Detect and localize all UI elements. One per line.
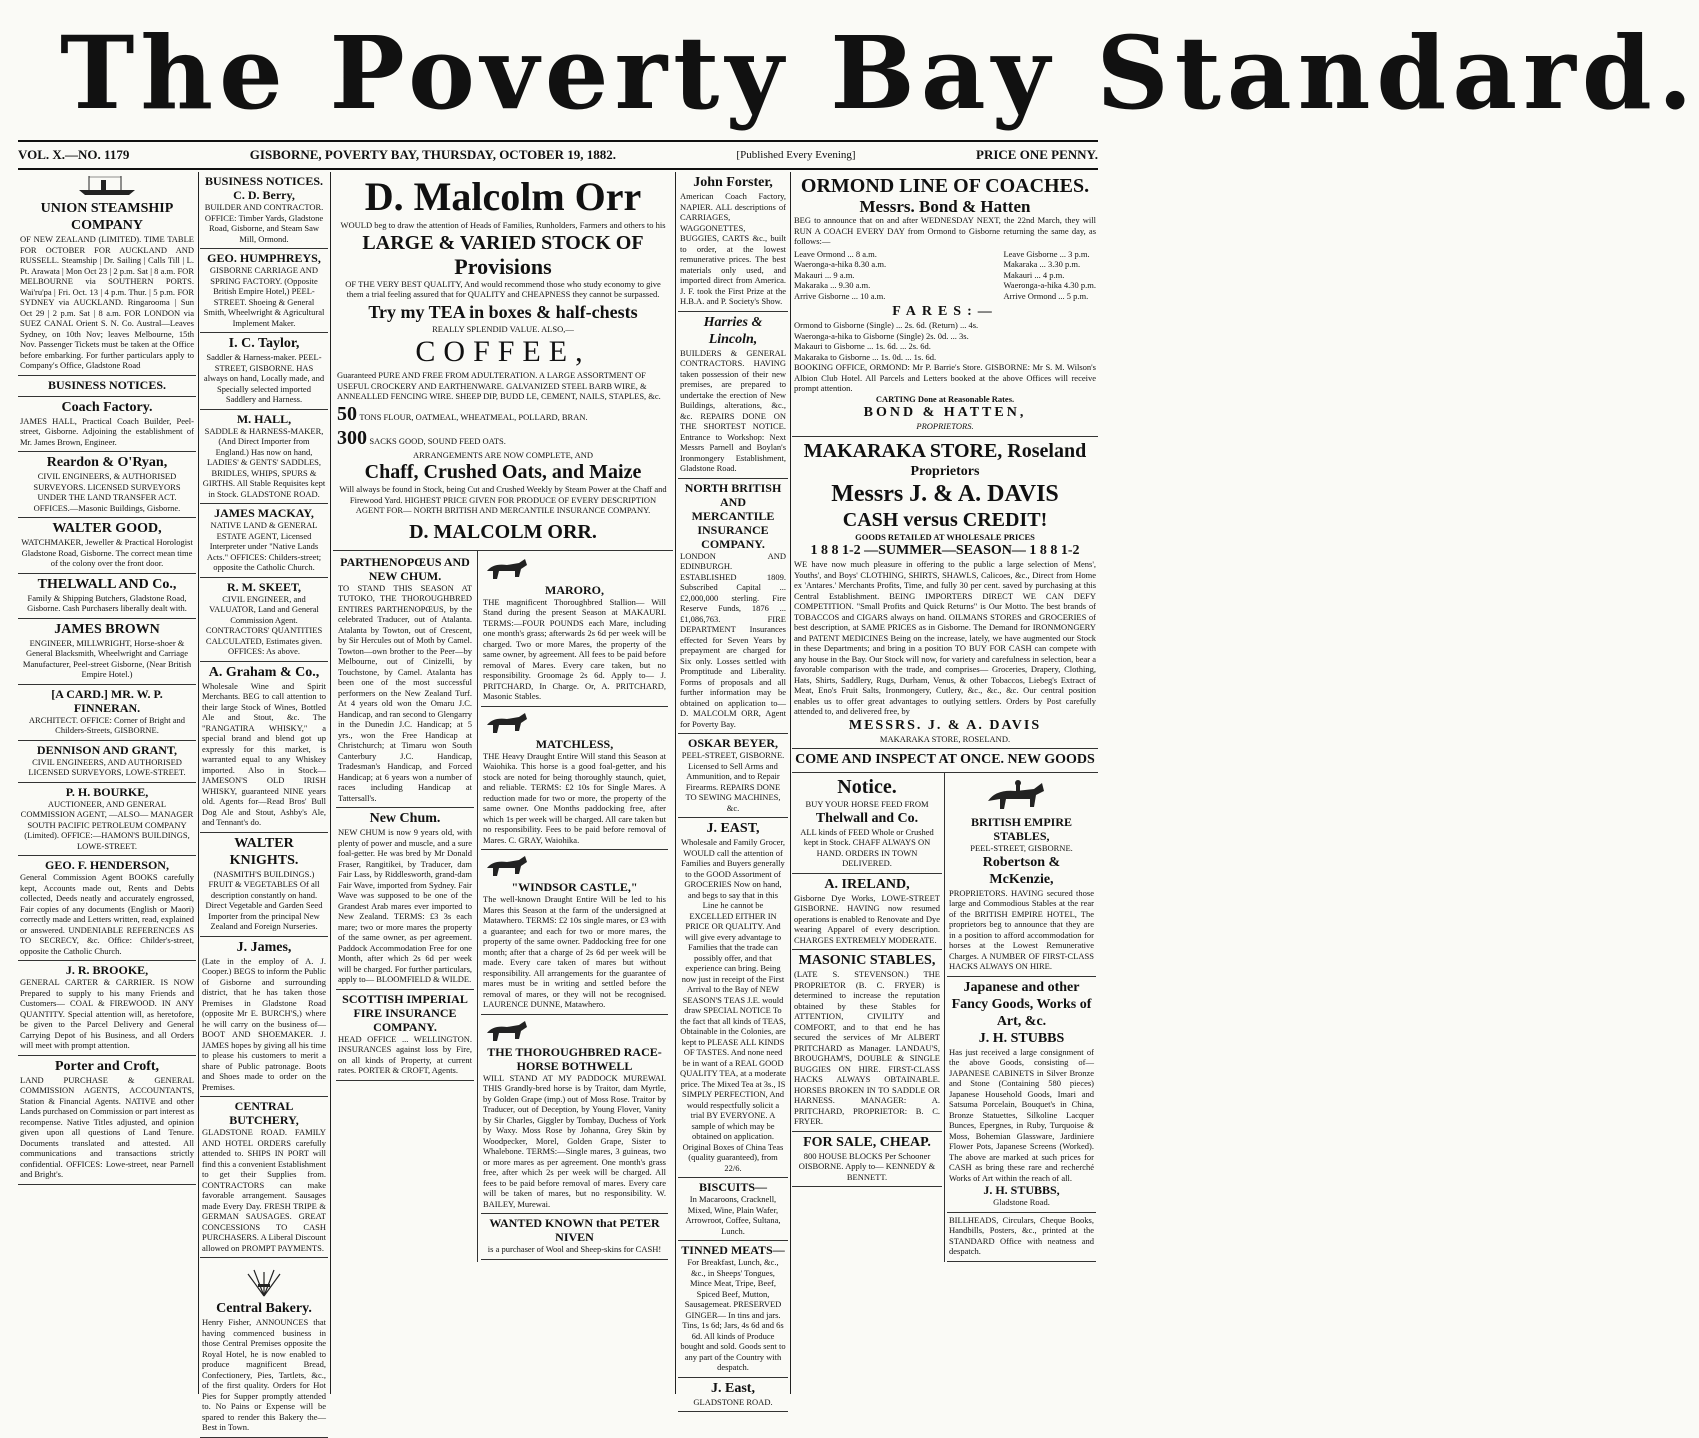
ad-block (18, 856, 196, 961)
ad-heading: Try my TEA in boxes & half-chests (368, 301, 638, 322)
ad-text: Guaranteed PURE AND FREE FROM ADULTERATION. A LARGE ASSORTMENT OF USEFUL CROCKERY AND EARTHENWARE. GALVANIZED STEEL BARB WIRE, & ANNEALLED FENCING WIRE. SHEEP DIP, BUDD LE, CEMENT, NAILS, STAPLES, &c. (337, 370, 661, 401)
ad-text: WILL STAND AT MY PADDOCK MUREWAI. THIS Grandly-bred horse is by Traitor, dam Myrtle, by Golden Grape (imp.) out of Moss Rose. Traitor by Traducer, out of Deception, by Young Flover, Vanity by Sir Charles, Giggler by Tombay, Duchess of York by Waxy. Moss Rose by Johanna, Grey Skin by Woodpecker, Morel, Golden Grape, Sister to Whalebone. TERMS:—Single mares, 3 guineas, two or more mares as per agreement. One month's grass free, after which 2s per week will be charged. All fees to be paid before removal of mares. Every care will be taken of mares, but no responsibility. W. BAILEY, Murewai. (483, 1072, 666, 1209)
ad-heading: 50 (337, 402, 357, 425)
timetable-row: Arrive Gisborne ... 10 a.m. (794, 290, 886, 301)
ad-text: WOULD beg to draw the attention of Heads of Families, Runholders, Farmers and others to his (340, 220, 666, 230)
ad-text: BUILDER AND CONTRACTOR. OFFICE: Timber Yards, Gladstone Road, Gisborne, and Steam Saw Mill, Ormond. (204, 202, 324, 244)
volume-number: VOL. X.—NO. 1179 (18, 147, 130, 162)
column-2 (200, 172, 328, 1432)
column-divider (675, 172, 676, 1394)
malcolm-orr-ad (333, 172, 673, 551)
ad-text: Wholesale and Family Grocer, WOULD call the attention of Families and Buyers generally to the GOOD Assortment of GROCERIES Now on hand, and begs to say that in this Line he cannot be EXCELLED EITHER IN PRICE OR QUALITY. And will give every advantage to Families that the trade can possibly offer, and that experience can bring. Being now just in receipt of the First Arrival to the Bay of NEW SEASON'S TEAS J.E. would draw SPECIAL NOTICE To the fact that all kinds of TEAS, Obtainable in the Colonies, are kept to PLEASE ALL KINDS OF TASTES. And none need be in want of a REAL GOOD QUALITY TEA, at a moderate price. The Mixed Tea at 3s., IS SIMPLY PERFECTION, And would respectfully solicit a trial BY EVERYONE. A sample of which may be obtained on application. Original Boxes of China Teas (quality guaranteed), from 22/6. (680, 837, 786, 1173)
ad-heading: 1 8 8 1-2 —SUMMER—SEASON— 1 8 8 1-2 (810, 543, 1080, 558)
ad-heading: "WINDSOR CASTLE," (511, 880, 638, 894)
ad-heading: J. H. STUBBS, (983, 1183, 1060, 1197)
ad-subheading: Messrs. Bond & Hatten (859, 197, 1031, 216)
ad-heading: R. M. SKEET, (226, 579, 302, 594)
steamship-icon (77, 174, 137, 196)
ad-block (200, 662, 328, 833)
ad-text: (Late in the employ of A. J. Cooper.) BEGS to inform the Public of Gisborne and surrounding district, that he has taken those Premises in Gladstone Road (opposite Mr E. BURCH'S,) where he will carry on the business of— BOOT AND SHOEMAKER. J. JAMES hopes by giving all his time to please his customers to merit a share of Public patronage. Boots and Shoes made to order on the Premises. (202, 955, 326, 1092)
ad-block (792, 950, 942, 1132)
ad-heading: D. Malcolm Orr (364, 174, 642, 219)
ad-block (336, 553, 474, 809)
coach-ad (792, 172, 1098, 437)
ad-text: ALL kinds of FEED Whole or Crushed kept in Stock. CHAFF ALWAYS ON HAND. ORDERS IN TOWN DELIVERED. (800, 826, 934, 868)
ad-text: ARCHITECT. OFFICE: Corner of Bright and Childers-Streets, GISBORNE. (28, 714, 186, 735)
ad-heading: Reardon & O'Ryan, (46, 455, 168, 470)
ad-block (678, 818, 788, 1178)
ad-block (947, 1213, 1096, 1262)
ad-heading: Notice. (837, 776, 897, 798)
ad-text: BUILDERS & GENERAL CONTRACTORS. HAVING taken possession of their new premises, are prepared to undertake the erection of New Buildings, alterations, &c., &c. REPAIRS DONE ON THE SHORTEST NOTICE. Entrance to Workshop: Next Messrs Parnell and Boylan's Ironmongery Establishment, Gladstone Road. (680, 347, 786, 473)
ad-heading: JAMES BROWN (54, 621, 160, 637)
ad-heading: Provisions (454, 253, 552, 279)
ad-heading: J. East, (711, 1380, 755, 1396)
column-1 (18, 172, 196, 1394)
ad-heading: BISCUITS— (698, 1180, 768, 1194)
ad-text: MAKARAKA STORE, ROSELAND. (879, 733, 1011, 744)
published-note: [Published Every Evening] (736, 149, 856, 161)
ad-text: Gladstone Road. (993, 1197, 1050, 1207)
place-date: GISBORNE, POVERTY BAY, THURSDAY, OCTOBER 19, 1882. (249, 147, 616, 162)
ad-text: TONS FLOUR, OATMEAL, WHEATMEAL, POLLARD, BRAN. (359, 411, 588, 422)
ad-text: The well-known Draught Entire Will be led to his Mares this Season at the farm of the undersigned at Matawhero. TERMS: £2 10s single mares, or £3 with a guarantee; and each for two or more mares, the property of the same owner. Paddocking free for one month; after that a charge of 2s 6d per week will be made. Every care taken of mares but without responsibility. All arrangements for the guarantee of mares must be in writing and settled before the removal of mares, or they will not be recognised. LAURENCE DUNNE, Matawhero. (483, 894, 666, 1009)
ad-block (792, 874, 942, 951)
ad-text: (LATE S. STEVENSON.) THE PROPRIETOR (B. C. FRYER) is determined to increase the reputation obtained by these Stables for ATTENTION, CIVILITY and COMFORT, and to that end he has secured the services of Mr ALBERT PRITCHARD as Manager. LANDAU'S, BROUGHAM'S, DOUBLE & SINGLE BUGGIES ON HIRE. FIRST-CLASS HACKS ALWAYS OBTAINABLE. HORSES BROKEN IN TO SADDLE OR HARNESS. MANAGER: A. PRITCHARD, PROPRIETOR: B. C. FRYER. (794, 969, 940, 1126)
ad-heading: Japanese and other Fancy Goods, Works of Art, &c. (951, 979, 1092, 1029)
col6-split (792, 773, 1098, 1262)
ad-block (336, 808, 474, 990)
ad-block (200, 1097, 328, 1258)
ad-heading: John Forster, (693, 175, 773, 190)
masthead-title: The Poverty Bay Standard. (60, 14, 1699, 132)
ad-heading: WALTER KNIGHTS. (229, 835, 299, 868)
timetable-right (1003, 249, 1096, 302)
fares-list (794, 320, 1096, 362)
ad-text: General Commission Agent BOOKS carefully kept, Accounts made out, Rents and Debts collected, Deeds neatly and accurately engrossed, Fair copies of any documents (English or Maori) correctly made and Letters written, read, explained or answered. UNDENIABLE REFERENCES AS TO SECRECY, &c. Office: Childer's-street, opposite the Catholic Church. (20, 872, 194, 956)
ad-text: PROPRIETORS. (916, 421, 974, 431)
ad-heading: WANTED KNOWN that PETER NIVEN (489, 1216, 660, 1244)
ad-block (200, 937, 328, 1098)
horse-icon (483, 711, 531, 735)
ad-block (200, 172, 328, 249)
ad-heading: Coach Factory. (61, 399, 153, 415)
timetable-row: Leave Ormond ... 8 a.m. (794, 248, 877, 259)
ad-text: CIVIL ENGINEERS, & AUTHORISED SURVEYORS. LICENSED SURVEYORS UNDER THE LAND TRANSFER ACT. OFFICES.—Masonic Buildings, Gisborne. (33, 471, 181, 513)
timetable-row: Makauri ... 9 a.m. (794, 269, 855, 280)
ad-block (678, 1241, 788, 1378)
ad-block (18, 198, 196, 376)
ad-block (200, 249, 328, 333)
ad-block (481, 1214, 668, 1260)
ad-text: OF THE VERY BEST QUALITY, And would recommend those who study economy to give them a trial feeling assured that for QUALITY and CHEAPNESS they cannot be surpassed. (345, 278, 661, 299)
ad-block (200, 504, 328, 578)
ad-text: American Coach Factory, NAPIER. ALL descriptions of CARRIAGES, WAGGONETTES, BUGGIES, CARTS &c., built to order, at the lowest remunerative prices. The best materials only used, and imported direct from America. J. F. took the First Prize at the H.B.A. and P. Society's Show. (680, 191, 786, 306)
ad-block (18, 685, 196, 741)
ad-text: Gisborne Dye Works, LOWE-STREET GISBORNE. HAVING now resumed operations is enabled to Renovate and Dye wearing Apparel of every description. CHARGES EXTREMELY MODERATE. (794, 892, 940, 945)
timetable-row: Waeronga-a-hika 4.30 p.m. (1003, 280, 1096, 290)
fare-row: Ormond to Gisborne (Single) ... 2s. 6d. (Return) ... 4s. (794, 320, 979, 330)
ad-block (200, 1258, 328, 1438)
ad-text: CIVIL ENGINEER, and VALUATOR, Land and General Commission Agent. CONTRACTORS' QUANTITIES CALCULATED, Estimates given. OFFICES: As above. (205, 593, 323, 656)
timetable-row: Arrive Ormond ... 5 p.m. (1003, 290, 1089, 301)
ad-heading: 300 (337, 426, 367, 449)
ad-text: GOODS RETAILED AT WHOLESALE PRICES (855, 531, 1035, 542)
ad-block (947, 773, 1096, 977)
ad-block (481, 1015, 668, 1215)
ad-heading: MARORO, (545, 582, 604, 597)
ad-heading: J. James, (236, 939, 292, 955)
timetable-row: Makauri ... 4 p.m. (1003, 269, 1065, 280)
ad-block (678, 312, 788, 479)
ad-heading: J. R. BROOKE, (65, 963, 149, 977)
ad-block (18, 783, 196, 857)
ad-heading: Messrs J. & A. DAVIS (831, 480, 1059, 507)
price: PRICE ONE PENNY. (976, 147, 1098, 162)
ad-block (18, 1056, 196, 1185)
ad-text: 800 HOUSE BLOCKS Per Schooner OISBORNE. Apply to— KENNEDY & BENNETT. (798, 1150, 936, 1182)
fare-row: Makauri to Gisborne ... 1s. 6d. ... 2s. 6d. (794, 341, 931, 351)
col6-left (792, 773, 945, 1262)
timetable-row: Leave Gisborne ... 3 p.m. (1003, 248, 1090, 259)
ad-text: WE have now much pleasure in offering to the public a large selection of Mens', Youths', and Boys' CLOTHING, SHIRTS, SHAWLS, Calicoes, &c., Direct from Home ex 'Antares.' Merchants Profits, Time, and fully 30 per cent. saved by purchasing at this Central Establishment. BEING IMPORTERS DIRECT WE CAN DEFY COMPETITION. "Small Profits and Quick Returns" is Our Motto. The best brands of TOBACCOS and CIGARS always on hand. OILMANS STORES and GROCERIES of best description, at SAME PRICES as in Gisborne. The Demand for IRONMONGERY and PATENT MEDICINES Being on the increase, lately, we have augmented our Stock in these Departments; and bring in a position TO BUY FOR CASH can compete with any house in the Bay. Our Stock will now, for variety and carefulness in selection, bear a favorable comparison with the trade, and comprises— Groceries, Drapery, Clothing, Hats, Shirts, Saddlery, Rugs, Durham, Venus, & other Tobaccos, Liebeg's Extract of Meat, Eno's Fruit Salts, Ironmongery, Cutlery, &c., &c., &c. Our central position enables us to offer great advantages to outlying settlers. Orders by Post carefully attended to, and delivered free, by (794, 559, 1096, 716)
ad-text: ENGINEER, MILLWRIGHT, Horse-shoer & General Blacksmith, Wheelwright and Carriage Manufacturer, Peel-street Gisborne, (Near British Empire Hotel.) (22, 637, 192, 679)
ad-text: GLADSTONE ROAD. (693, 1396, 773, 1407)
ad-heading: D. MALCOLM ORR. (409, 520, 597, 543)
come-inspect (792, 749, 1098, 773)
ad-heading: Central Bakery. (216, 1301, 312, 1316)
timetable-row: Waeronga-a-hika 8.30 a.m. (794, 259, 887, 269)
ad-heading: Porter and Croft, (54, 1058, 160, 1074)
ad-text: REALLY SPLENDID VALUE. ALSO,— (432, 323, 574, 334)
ad-heading: GEO. F. HENDERSON, (45, 858, 169, 872)
ad-heading: A. Graham & Co., (208, 664, 320, 680)
masthead-rule-top (18, 140, 1098, 142)
ad-text: BOOKING OFFICE, ORMOND: Mr P. Barrie's Store. GISBORNE: Mr S. M. Wilson's Albion Club Hotel. All Parcels and Letters booked at the above Offices will receive prompt attention. (794, 362, 1096, 393)
horse-ads-right (478, 551, 671, 1262)
ad-block (481, 850, 668, 1015)
column-divider (330, 172, 331, 1394)
ad-heading: JAMES MACKAY, (214, 506, 314, 520)
ad-heading: COME AND INSPECT AT ONCE. NEW GOODS (795, 752, 1095, 767)
timetable-row: Makaraka ... 3.30 p.m. (1003, 259, 1081, 269)
ad-heading: MAKARAKA STORE, Roseland (803, 439, 1087, 462)
ad-text: LAND PURCHASE & GENERAL COMMISSION AGENTS, ACCOUNTANTS, Station & Financial Agents. NATIVE and other Lands purchased on Commission or part interest as recompense. Native Titles adjusted, and opinion given upon all questions of Land Tenure. Documents translated and attested. All communications and transactions strictly confidential. OFFICES: Lowe-street, near Parnell and Bright's. (20, 1074, 194, 1179)
col6-right (945, 773, 1096, 1262)
column-divider (198, 172, 199, 1394)
ad-text: is a purchaser of Wool and Sheep-skins for CASH! (487, 1244, 662, 1254)
ad-heading: M. HALL, (236, 411, 292, 426)
ad-text: Has just received a large consignment of the above Goods, consisting of— JAPANESE CABINETS in Silver Bronze and Stone (Containing 580 pieces) Japanese Household Goods, Imari and Satsuma Porcelain, Bouquet's in China, Bronze Statuettes, Silkoline Lacquer Bunces, Epergnes, in Ruby, Turquoise & Moss, Bohemian Glassware, Jardiniere Flower Pots, Japanese Screens (Worked). The above are marked at such prices for CASH as bring these rare and recherché Works of Art within the reach of all. (949, 1046, 1094, 1183)
ad-block (200, 333, 328, 410)
ad-block (18, 741, 196, 783)
timetable-left (794, 249, 886, 302)
ad-heading: TINNED MEATS— (681, 1243, 785, 1257)
ad-subheading: Proprietors (910, 463, 980, 479)
ad-heading: BUSINESS NOTICES. C. D. Berry, (204, 174, 324, 202)
ad-heading: BRITISH EMPIRE STABLES, (970, 815, 1073, 843)
ad-heading: New Chum. (369, 811, 441, 826)
ad-block (678, 734, 788, 818)
horse-ads-left (333, 551, 478, 1262)
ad-heading: CASH versus CREDIT! (842, 508, 1048, 531)
ad-text: CARTING Done at Reasonable Rates. (875, 393, 1015, 404)
column-5 (678, 172, 788, 1407)
column-6 (792, 172, 1098, 1394)
ad-text: PROPRIETORS. HAVING secured those large and Commodious Stables at the rear of the BRITISH EMPIRE HOTEL, The proprietors beg to announce that they are in a position to afford accommodation for horses at the Lowest Remunerative Charges. A NUMBER OF FIRST-CLASS HACKS ALWAYS ON HIRE. (949, 887, 1094, 971)
ad-block (18, 518, 196, 574)
ad-heading: LARGE & VARIED STOCK OF (362, 231, 644, 254)
horse-and-rider-icon (982, 777, 1062, 813)
fare-row: Makaraka to Gisborne ... 1s. 0d. ... 1s. 6d. (794, 351, 937, 362)
ad-heading: GEO. HUMPHREYS, (207, 251, 321, 265)
ad-text: OF NEW ZEALAND (LIMITED). TIME TABLE FOR OCTOBER FOR AUCKLAND AND RUSSELL. Steamship | Dr. Sailing | Calls Till | L. Pt. Arawata | Mon Oct 23 | 2 p.m. Sat | 8 a.m. FOR MELBOURNE via SOUTHERN PORTS. Wai'ru'pa | Fri. Oct. 13 | 4 p.m. Thur. | 5 p.m. FOR SYDNEY via AUCKLAND. Ringarooma | Sun Oct 29 | 2 p.m. Sat | 8 a.m. FOR LONDON via SUEZ CANAL Orient S. N. Co. Austral—Leaves Sydney, on 10th Nov; leaves Melbourne, 15th Nov. Passenger Tickets must be taken at the Office before embarking. For further particulars apply to Company's Office, Gladstone Road (20, 234, 194, 370)
ad-text: For Breakfast, Lunch, &c., &c., in Sheeps' Tongues, Mince Meat, Tripe, Beef, Spiced Beef, Mutton, Sausagemeat. PRESERVED GINGER— In tins and jars. Tins, 1s 6d; Jars, 4s 6d and 6s 6d. All kinds of Produce bought and sold. Goods sent to any part of the Country with despatch. (680, 1257, 786, 1372)
ad-block (792, 1132, 942, 1188)
ad-heading: Harries & Lincoln, (703, 314, 763, 347)
ad-text: GENERAL CARTER & CARRIER. IS NOW Prepared to supply to his many Friends and Customers— COAL & FIREWOOD. IN ANY QUANTITY. Special attention will, as heretofore, be given to the Parcel Delivery and General Carrying Depot of his Business, and all Orders will meet with prompt attention. (20, 977, 194, 1050)
ad-text: HEAD OFFICE ... WELLINGTON. INSURANCES against loss by Fire, on all kinds of Property, at current rates. PORTER & CROFT, Agents. (338, 1033, 472, 1075)
ad-text: BUY YOUR HORSE FEED FROM (805, 799, 929, 809)
ad-block (947, 977, 1096, 1213)
masthead-rule-bottom (18, 168, 1098, 170)
ad-heading: WALTER GOOD, (52, 521, 162, 536)
ad-text: BILLHEADS, Circulars, Cheque Books, Handbills, Posters, &c., printed at the STANDARD Office with neatness and despatch. (949, 1214, 1094, 1256)
ad-text: SACKS GOOD, SOUND FEED OATS. (369, 435, 506, 446)
ad-heading: FOR SALE, CHEAP. (803, 1134, 931, 1150)
ad-block (18, 452, 196, 518)
ad-block (18, 574, 196, 619)
ad-text: GLADSTONE ROAD. FAMILY AND HOTEL ORDERS carefully attended to. SHIPS IN PORT will find this a convenient Establishment to get their Supplies from. CONTRACTORS can make favorable arrangement. Sausages made Every Day. FRESH TRIPE & GERMAN SAUSAGES. GREAT CONCESSIONS TO CASH PURCHASERS. A Liberal Discount allowed on PROMPT PAYMENTS. (202, 1127, 326, 1253)
ad-text: Saddler & Harness-maker. PEEL-STREET, GISBORNE. HAS always on hand, Locally made, and Specially selected imported Saddlery and Harness. (203, 352, 325, 404)
ad-heading: SCOTTISH IMPERIAL FIRE INSURANCE COMPANY. (342, 991, 468, 1034)
ad-text: AUCTIONEER, AND GENERAL COMMISSION AGENT, —ALSO— MANAGER SOUTH PACIFIC PETROLEUM COMPANY (Limited). OFFICE:—HAMON'S BUILDINGS, LOWE-STREET. (20, 798, 194, 851)
horse-ads-row (333, 551, 673, 1262)
ad-text: In Macaroons, Cracknell, Mixed, Wine, Plain Wafer, Arrowroot, Coffee, Sultana, Lunch. (685, 1194, 781, 1236)
ad-block (678, 1378, 788, 1413)
ad-text: NEW CHUM is now 9 years old, with plenty of power and muscle, and a sure foal-getter. He was bred by Mr Donald Fraser, Rangitikei, by Traducer, dam Fair Lass, by Riddlesworth, grand-dam Fair Wave, imported from Sydney. Fair Wave was supposed to be one of the Grandest Arab mares ever imported to New Zealand. TERMS: £3 3s each mare; two or more mares the property of the same owner, as per agreement. Paddock Accommodation Free for one Month, after which 2s 6d per week will be charged. For further particulars, apply to— BLOOMFIELD & WILDE. (338, 827, 472, 984)
ad-heading: DENNISON AND GRANT, (36, 742, 178, 757)
ad-heading: J. EAST, (706, 821, 760, 836)
ad-block (200, 578, 328, 662)
ad-heading: NORTH BRITISH AND MERCANTILE INSURANCE COMPANY. (684, 480, 782, 551)
ad-heading: THELWALL AND Co., (37, 576, 177, 592)
ad-heading: THE THOROUGHBRED RACE-HORSE BOTHWELL (487, 1044, 662, 1073)
ad-block (200, 833, 328, 937)
ad-heading: MASONIC STABLES, (798, 953, 936, 968)
ad-block (792, 773, 942, 874)
ad-block (18, 619, 196, 685)
ad-text: Henry Fisher, ANNOUNCES that having commenced business in those Central Premises opposite the Royal Hotel, he is now enabled to produce magnificent Bread, Confectionery, Pies, Tartlets, &c., of the first quality. Orders for Hot Pies for Supper promptly attended to. No Pains or Expense will be spared to render this Bakery the— Best in Town. (202, 1317, 326, 1432)
ad-block (18, 376, 196, 397)
ad-heading: COFFEE, (415, 335, 591, 368)
horse-icon (483, 1019, 531, 1043)
wheat-sheaf-icon (234, 1262, 294, 1298)
fare-row: Waeronga-a-hika to Gisborne (Single) 2s. 0d. ... 3s. (794, 330, 969, 341)
ad-heading: [A CARD.] MR. W. P. FINNERAN. (51, 686, 163, 715)
ad-heading: Chaff, Crushed Oats, and Maize (364, 461, 642, 483)
ad-text: PEEL-STREET, GISBORNE. Licensed to Sell Arms and Ammunition, and to Repair Firearms. REPAIRS DONE TO SEWING MACHINES, &c. (681, 750, 785, 813)
ad-heading: MATCHLESS, (535, 736, 614, 751)
ad-block (678, 172, 788, 312)
column-divider (790, 172, 791, 1394)
ad-block (481, 553, 668, 707)
davis-ad (792, 437, 1098, 750)
ad-heading: Thelwall and Co. (815, 810, 919, 826)
ad-heading: P. H. BOURKE, (65, 784, 149, 799)
ad-block (336, 990, 474, 1081)
horse-icon (483, 557, 531, 581)
ad-heading: BUSINESS NOTICES. (47, 377, 167, 392)
ad-block (481, 707, 668, 851)
ad-text: NATIVE LAND & GENERAL ESTATE AGENT, Licensed Interpreter under "Native Lands Acts." OFFICES: Childers-street; opposite the Catholic Church. (206, 520, 322, 572)
fares-heading: FARES:— (892, 304, 998, 319)
ad-text: Wholesale Wine and Spirit Merchants. BEG to call attention to their large Stock of Wines, Bottled Ale and Stout, &c. The "RANGATIRA WHISKY," a special brand and blend got up expressly for this market, is warranted equal to any Whiskey imported. Also in Stock—JAMESON'S OLD IRISH WHISKY, guaranteed NINE years old. Agents for—Read Bros' Bull Dog Ale and Stout, Ashby's Ale, and Tennant's do. (202, 680, 326, 827)
ad-heading: PARTHENOPŒUS AND NEW CHUM. (340, 554, 470, 583)
ad-heading: A. IRELAND, (824, 876, 910, 892)
ad-heading: OSKAR BEYER, (687, 736, 779, 750)
ad-text: TO STAND THIS SEASON AT TUTOKO, THE THOROUGHBRED ENTIRES PARTHENOPŒUS, by the celebrated Traducer, out of Atalanta. Atalanta by Towton, out of Crescent, by Sir Hercules out of Moth by Camel. Towton—own brother to the Peer—by Melbourne, out of Cinizelli, by Touchstone, by Camel. Atalanta has been one of the most successful performers on the New Zealand Turf. At 4 years old won the Omaru J.C. Handicap, and ran second to Glengarry in the Dunedin J.C. Handicap; at 5 yrs., won the Free Handicap at Christchurch; at Timaru won South Canterbury J.C. Handicap, Tradesman's Handicap, and Forced Handicap; at 6 years won a number of races including Handicap at Tattersall's. (338, 582, 472, 803)
ad-text: BEG to announce that on and after WEDNESDAY NEXT, the 22nd March, they will RUN A COACH EVERY DAY from Ormond to Gisborne returning the same day, as follows:— (794, 215, 1096, 246)
ad-heading: MESSRS. J. & A. DAVIS (848, 717, 1042, 733)
ad-text: Will always be found in Stock, being Cut and Crushed Weekly by Steam Power at the Chaff and Firewood Yard. HIGHEST PRICE GIVEN FOR PRODUCE OF EVERY DESCRIPTION AGENT FOR— NORTH BRITISH AND MERCANTILE INSURANCE COMPANY. (339, 484, 667, 515)
ad-heading: ORMOND LINE OF COACHES. (800, 175, 1090, 197)
ad-text: Family & Shipping Butchers, Gladstone Road, Gisborne. Cash Purchasers liberally dealt with. (27, 592, 187, 613)
ad-text: (NASMITH'S BUILDINGS.) FRUIT & VEGETABLES Of all description constantly on hand. Direct Vegetable and Garden Seed Importer from the principal New Zealand and Foreign Nurseries. (205, 868, 323, 931)
ad-block (678, 479, 788, 735)
ad-text: JAMES HALL, Practical Coach Builder, Peel-street, Gisborne. Adjoining the establishment of Mr. James Brown, Engineer. (20, 415, 194, 447)
ad-text: WATCHMAKER, Jeweller & Practical Horologist Gladstone Road, Gisborne. The correct mean time of the colony over the front door. (21, 537, 193, 568)
coach-timetable (794, 249, 1096, 302)
ad-block (200, 410, 328, 505)
ad-text: PEEL-STREET, GISBORNE. (970, 843, 1073, 853)
ad-block (678, 1178, 788, 1241)
horse-icon (483, 854, 531, 878)
ad-heading: Robertson & McKenzie, (982, 854, 1061, 887)
ad-heading: CENTRAL BUTCHERY, (229, 1099, 299, 1127)
ad-text: THE Heavy Draught Entire Will stand this Season at Waiohika. This horse is a good foal-getter, and his stock are noted for being thoroughly staunch, quiet, and reliable. TERMS: £2 10s for Single Mares. A reduction made for two or more, the property of the same owner. One Months paddocking free, after which 1s per week will be charged. All care taken but no responsibility. Fees to be paid before removal of Mares. C. GRAY, Waiohika. (483, 750, 666, 845)
ad-text: THE magnificent Thoroughbred Stallion— Will Stand during the present Season at MAKAURI. TERMS:—FOUR POUNDS each Mare, including one month's grass; afterwards 2s 6d per week will be charged. Two or more Mares, the property of the same owner, by agreement. All fees to be paid before removal of Mares. Every care taken, but no responsibility. Groomage 2s 6d. Apply to— J. PRITCHARD, In Charge. Or, A. PRITCHARD, Masonic Stables. (483, 596, 666, 701)
ad-text: SADDLE & HARNESS-MAKER, (And Direct Importer from England.) Has now on hand, LADIES' & GENTS' SADDLES, BRIDLES, WHIPS, SPURS & GIRTHS. All Stable Requisites kept in Stock. GLADSTONE ROAD. (202, 425, 326, 499)
ad-text: ARRANGEMENTS ARE NOW COMPLETE, AND (412, 449, 593, 460)
ad-text: LONDON AND EDINBURGH. ESTABLISHED 1809. Subscribed Capital ... £2,000,000 sterling. Fire Reserve Funds, 1876 ... £1,086,763. FIRE DEPARTMENT Insurances effected for Seven Years by prepayment are charged for Six only. Losses settled with Promptitude and Liberality. Forms of proposals and all further information may be obtained on application to— D. MALCOLM ORR, Agent for Poverty Bay. (680, 550, 786, 729)
ad-text: CIVIL ENGINEERS, AND AUTHORISED LICENSED SURVEYORS, LOWE-STREET. (28, 756, 186, 777)
dateline (18, 143, 1098, 167)
ad-heading: BOND & HATTEN, (863, 405, 1027, 420)
timetable-row: Makaraka ... 9.30 a.m. (794, 280, 871, 290)
ad-heading: UNION STEAMSHIP COMPANY (40, 201, 174, 233)
ad-block (18, 961, 196, 1056)
column-3 (333, 172, 673, 1394)
ad-heading: J. H. STUBBS (978, 1030, 1065, 1046)
ad-heading: I. C. Taylor, (228, 336, 300, 351)
ad-block (18, 397, 196, 453)
ad-text: GISBORNE CARRIAGE AND SPRING FACTORY. (Opposite British Empire Hotel,) PEEL-STREET. Shoeing & General Smith, Wheelwright & Agricultural Implement Maker. (203, 265, 325, 328)
